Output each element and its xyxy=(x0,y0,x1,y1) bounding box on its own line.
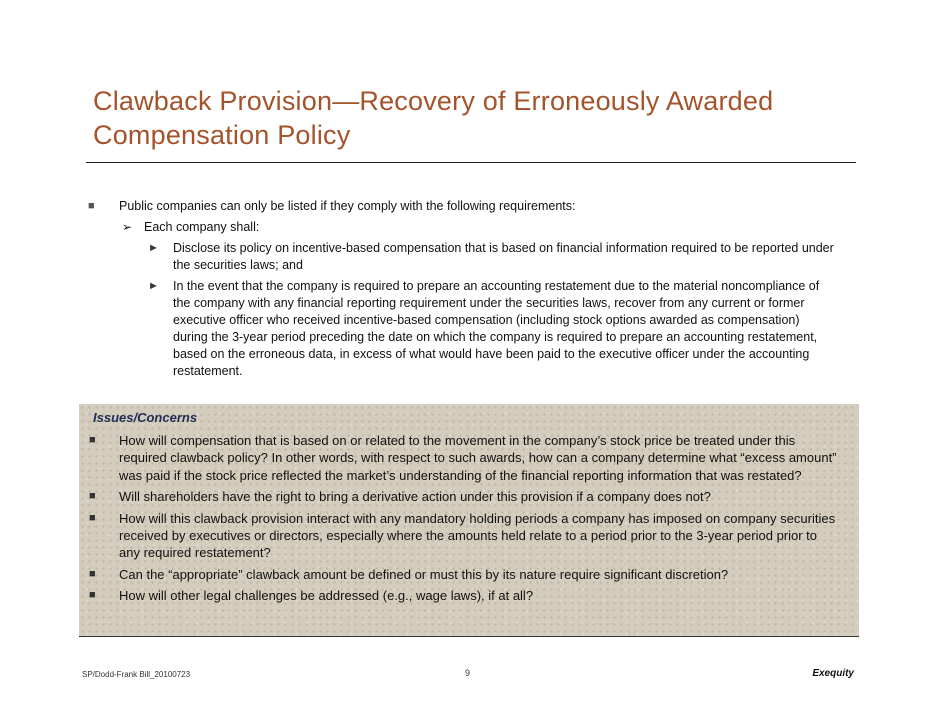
each-company-text: Each company shall: xyxy=(144,220,260,234)
square-bullet-icon: ■ xyxy=(89,434,96,446)
intro-text: Public companies can only be listed if they comply with the following requirements: xyxy=(119,199,576,213)
issue-text: How will other legal challenges be addressed (e.g., wage laws), if at all? xyxy=(119,588,534,604)
square-bullet-icon: ■ xyxy=(89,567,96,580)
slide-title xyxy=(93,84,873,152)
list-item-level3 xyxy=(86,278,856,380)
issue-item xyxy=(89,488,839,505)
triangle-bullet-icon: ► xyxy=(148,242,159,254)
issue-item xyxy=(89,566,839,583)
square-bullet-icon: ■ xyxy=(89,589,96,602)
list-item-level3 xyxy=(86,240,856,274)
issue-text: How will this clawback provision interact with any mandatory holding periods a company has imposed on company securities received by executives or directors, especially where the amounts held relate to a period prior to the 3-year period prior to any required restatement? xyxy=(119,510,836,561)
issue-text: Can the “appropriate” clawback amount be defined or must this by its nature require significant discretion? xyxy=(119,566,729,582)
arrowhead-bullet-icon: ➢ xyxy=(122,220,133,234)
issues-list xyxy=(89,432,839,609)
issue-item xyxy=(89,432,839,484)
requirement-text: In the event that the company is required to prepare an accounting restatement due to the material noncompliance of the company with any financial reporting requirement under the securities laws, recover from any current or former executive officer who received incentive-based compensation (including stock options awarded as compensation) during the 3-year period preceding the date on which the company is required to prepare an accounting restatement, based on the erroneous data, in excess of what would have been paid to the executive officer under the accounting restatement. xyxy=(173,279,820,378)
square-bullet-icon: ■ xyxy=(88,200,95,212)
page-number: 9 xyxy=(465,668,471,678)
issues-title: Issues/Concerns xyxy=(93,410,198,425)
issue-text: How will compensation that is based on or related to the movement in the company’s stock price be treated under this required clawback policy? In other words, with respect to such awards, how can a company determine what “excess amount” was paid if the stock price reflected the market’s understanding of the financial reporting information that was restated? xyxy=(119,433,837,483)
requirement-text: Disclose its policy on incentive-based compensation that is based on financial information required to be reported under the securities laws; and xyxy=(173,241,834,272)
issue-item xyxy=(89,510,839,562)
list-item-level1 xyxy=(86,198,856,215)
slide-title-line-1: Clawback Provision—Recovery of Erroneously Awarded xyxy=(93,86,774,116)
slide-title-line-2: Compensation Policy xyxy=(93,120,351,150)
issues-concerns-box xyxy=(79,404,859,637)
square-bullet-icon: ■ xyxy=(89,490,96,503)
footer-document-id: SP/Dodd-Frank Bill_20100723 xyxy=(82,670,191,679)
triangle-bullet-icon: ► xyxy=(148,280,159,292)
requirements-section xyxy=(86,198,856,384)
square-bullet-icon: ■ xyxy=(89,511,96,524)
list-item-level2 xyxy=(86,219,856,236)
brand-logo-text: Exequity xyxy=(812,668,854,679)
title-divider xyxy=(86,162,856,163)
issue-item xyxy=(89,587,839,604)
issue-text: Will shareholders have the right to bring a derivative action under this provision if a company does not? xyxy=(119,489,711,505)
